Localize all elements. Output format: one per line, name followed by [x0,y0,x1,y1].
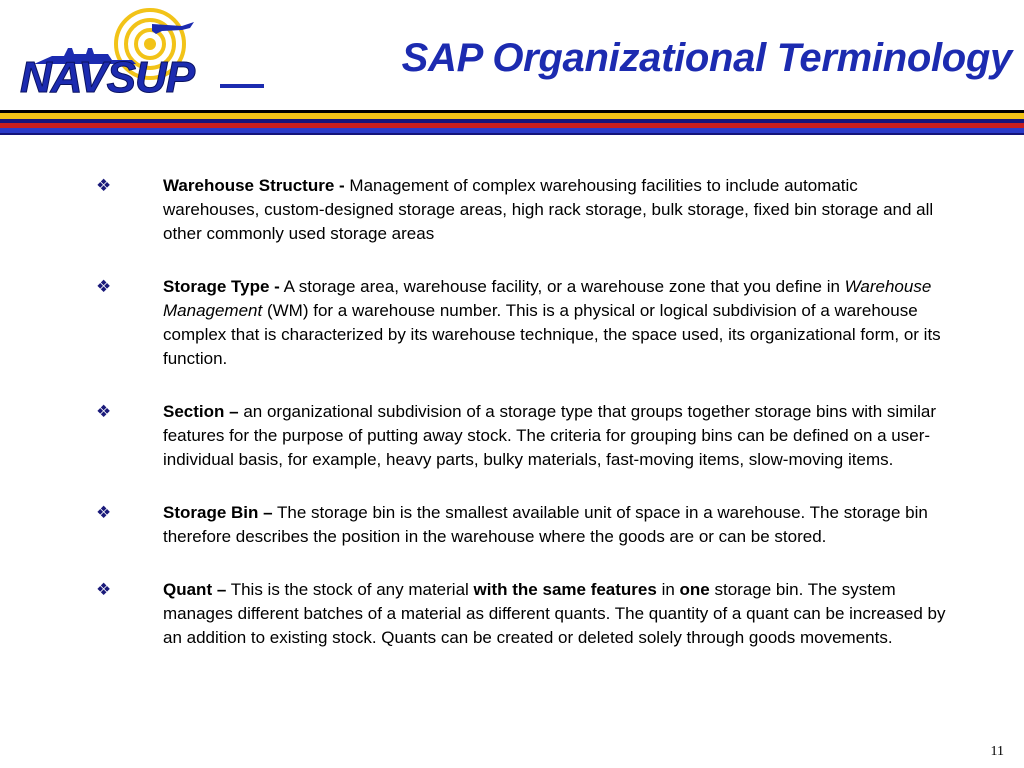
header-divider-stripes [0,110,1024,136]
term-description-bold: with the same features [473,580,657,599]
terminology-list [0,174,1024,679]
list-item [0,501,1024,549]
diamond-bullet-icon: ❖ [96,503,112,523]
term-description: in [661,580,675,599]
page-number: 11 [990,744,1004,759]
term-label: Warehouse Structure - [163,176,345,195]
diamond-bullet-icon: ❖ [96,580,112,600]
term-label: Storage Type - [163,277,280,296]
list-item [0,400,1024,472]
diamond-bullet-icon: ❖ [96,176,112,196]
term-description: (WM) for a warehouse number. This is a physical or logical subdivision of a warehouse complex that is characterized by its warehouse technique, the space used, its organizational form, or its function. [163,301,941,368]
diamond-bullet-icon: ❖ [96,402,112,422]
diamond-bullet-icon: ❖ [96,277,112,297]
term-description: The storage bin is the smallest available unit of space in a warehouse. The storage bin therefore describes the position in the warehouse where the goods are or can be stored. [163,503,928,546]
logo-text: NAVSUP [20,53,195,102]
term-description: This is the stock of any material [230,580,469,599]
list-item [0,275,1024,371]
term-description: an organizational subdivision of a storage type that groups together storage bins with similar features for the purpose of putting away stock. The criteria for grouping bins can be defined on a user-individual basis, for example, heavy parts, bulky materials, fast-moving items, slow-moving items. [163,402,937,469]
term-description: A storage area, warehouse facility, or a warehouse zone that you define in [283,277,840,296]
page-title: SAP Organizational Terminology [401,36,1012,80]
term-description-bold: one [679,580,710,599]
term-description-italic: Warehouse Management [163,277,932,320]
term-description: storage bin. The system manages different batches of a material as different quants. The quantity of a quant can be increased by an addition to existing stock. Quants can be created or deleted solely through goods movements. [163,580,946,647]
term-label: Section – [163,402,239,421]
navsup-logo [12,4,272,104]
term-label: Quant – [163,580,227,599]
term-description: Management of complex warehousing facilities to include automatic warehouses, custom-designed storage areas, high rack storage, bulk storage, fixed bin storage and all other commonly used storage areas [163,176,934,243]
list-item [0,174,1024,246]
navsup-emblem-icon [12,4,272,104]
term-label: Storage Bin – [163,503,273,522]
list-item [0,578,1024,650]
